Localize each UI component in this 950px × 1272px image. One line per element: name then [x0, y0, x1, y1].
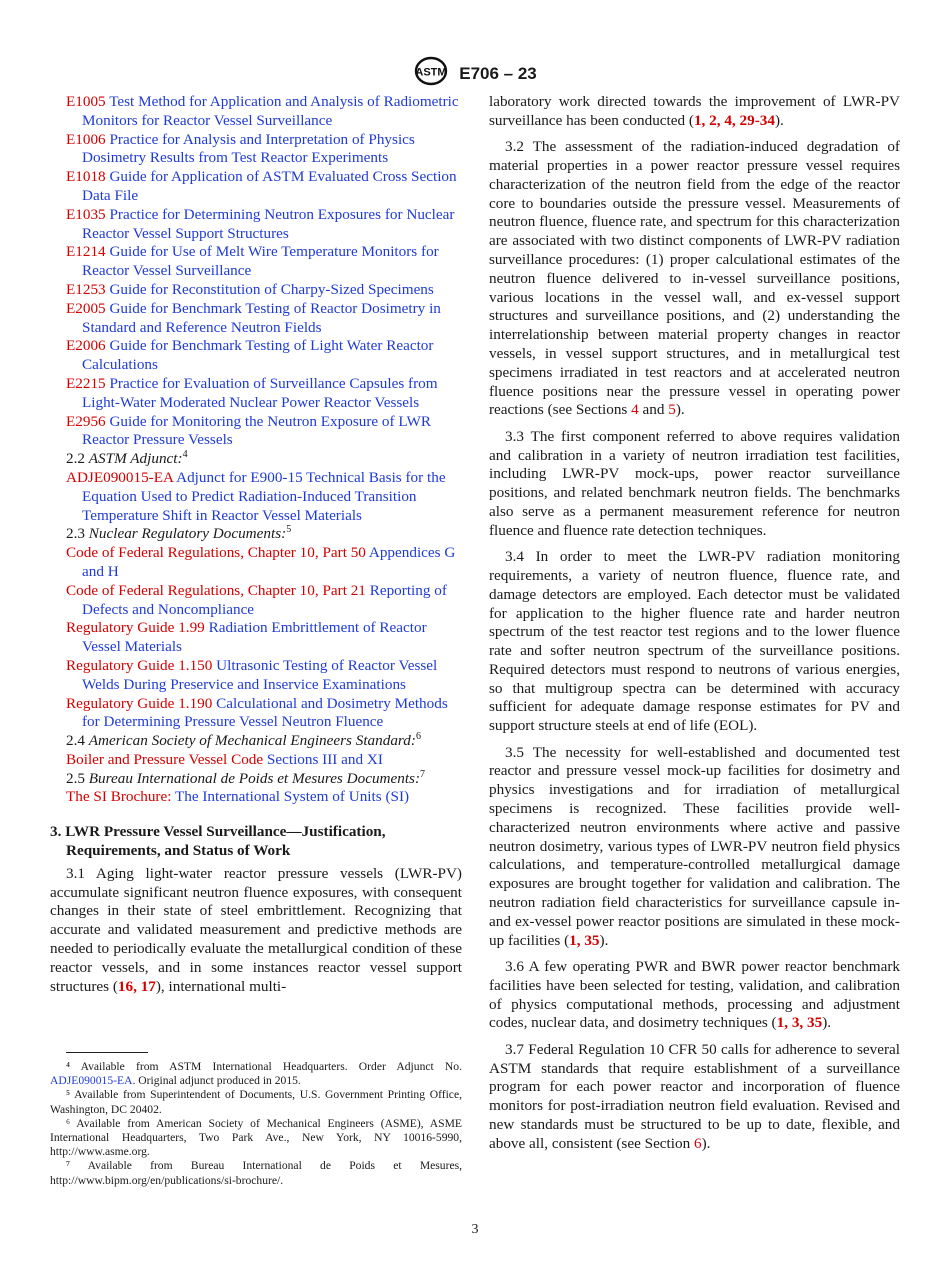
citation-link[interactable]: 1, 2, 4, 29-34 [693, 111, 775, 129]
paragraph-3-1-continued: laboratory work directed towards the improvement of LWR-PV surveillance has been conducted (1, 2, 4, 29-34). [489, 93, 900, 129]
reference-item[interactable] [66, 337, 462, 375]
reference-item[interactable] [66, 168, 462, 206]
paragraph-3-4: 3.4 In order to meet the LWR-PV radiation monitoring requirements, a variety of neutron fluence, fluence rate, and damage detectors are employed. Each detector must be validated for application to the higher fluence rate and harder neutron spectrum of the test reactor test regions and to the lower fluence rate and softer neutron spectrum of the surveillance positions. Required detectors must respond to neutrons of various energies, so that multigroup spectra can be determined with accuracy sufficient for adequate damage response estimates for PV and support structure steels at end of life (EOL). [489, 548, 900, 735]
reference-item[interactable] [66, 93, 462, 131]
reference-title[interactable]: Calculational and Dosimetry Methods for Determining Pressure Vessel Neutron Fluence [82, 694, 448, 731]
reference-code[interactable]: E2215 [66, 374, 106, 392]
right-column [489, 93, 900, 1161]
page-header [0, 56, 950, 91]
reference-code[interactable]: Code of Federal Regulations, Chapter 10, Part 50 [66, 544, 366, 562]
reference-item[interactable] [66, 413, 462, 451]
reference-title[interactable]: Reporting of Defects and Noncompliance [82, 581, 447, 618]
reference-item[interactable] [66, 544, 462, 582]
reference-item[interactable] [66, 281, 462, 300]
reference-title[interactable]: Guide for Benchmark Testing of Light Water Reactor Calculations [82, 337, 434, 374]
reference-title[interactable]: Ultrasonic Testing of Reactor Vessel Welds During Preservice and Inservice Examinations [82, 656, 438, 693]
reference-code[interactable]: E2956 [66, 412, 106, 430]
section-link[interactable]: 6 [693, 1134, 702, 1152]
subsection-2-3: 2.3 Nuclear Regulatory Documents:$^5$ [66, 524, 292, 543]
reference-title[interactable]: Guide for Reconstitution of Charpy-Sized Specimens [109, 280, 434, 298]
adjunct-link[interactable]: ADJE090015-EA [50, 1074, 133, 1088]
page-number: 3 [471, 1222, 479, 1237]
paragraph-3-1: 3.1 Aging light-water reactor pressure vessels (LWR-PV) accumulate significant neutron fluence exposures, with consequent changes in their state of steel embrittlement. Recognizing that accurate and validated measurement and predictive methods are needed to periodically evaluate the metallurgical condition of these reactor vessels, and in some instances reactor vessel support structures (16, 17), international multi- [50, 864, 462, 995]
reference-code[interactable]: E1253 [66, 280, 106, 298]
reference-item[interactable] [66, 619, 462, 657]
reference-title[interactable]: Radiation Embrittlement of Reactor Vessel Materials [82, 619, 427, 656]
reference-title[interactable]: Practice for Evaluation of Surveillance Capsules from Light-Water Moderated Nuclear Power Reactor Vessels [82, 374, 438, 411]
reference-item[interactable] [66, 243, 462, 281]
reference-item[interactable] [66, 657, 462, 695]
reference-item[interactable] [66, 131, 462, 169]
left-column [50, 93, 462, 996]
reference-item[interactable] [66, 582, 462, 620]
footnote-4: ⁴ Available from ASTM International Headquarters. Order Adjunct No. ADJE090015-EA. Original adjunct produced in 2015. [50, 1060, 462, 1088]
reference-title[interactable]: Guide for Application of ASTM Evaluated Cross Section Data File [82, 168, 457, 204]
footnotes [50, 1060, 462, 1188]
section-link[interactable]: 4 [631, 401, 639, 419]
astm-logo-icon [413, 56, 449, 91]
paragraph-3-5: 3.5 The necessity for well-established and documented test reactor and pressure vessel mock-up facilities for dosimetry and physics investigations and for irradiation of metallurgical specimens is recognized. These facilities provide well-characterized neutron environments where active and passive neutron dosimetry, various types of LWR-PV neutron field physics calculations, and temperature-controlled metallurgical damage exposures are brought together for validation and calibration. The neutron radiation field characteristics for surveillance capsule in- and ex-vessel power reactor positions are simulated in these mock-up facilities (1, 35). [489, 743, 900, 949]
reference-code[interactable]: Regulatory Guide 1.190 [66, 694, 213, 712]
reference-item[interactable]: ADJE090015-EA Adjunct for E900-15 Technical Basis for the Equation Used to Predict Radiation-Induced Transition Temperature Shift in Reactor Vessel Materials [66, 468, 446, 524]
footnote-rule [66, 1052, 148, 1053]
footnote-7: ⁷ Available from Bureau International de Poids et Mesures, http://www.bipm.org/en/publications/si-brochure/. [50, 1159, 462, 1187]
svg-text:ASTM: ASTM [415, 66, 447, 79]
reference-code[interactable]: E2006 [66, 337, 106, 355]
subsection-2-4: 2.4 American Society of Mechanical Engineers Standard:$^6$ [66, 731, 421, 750]
reference-code[interactable]: E1035 [66, 205, 106, 223]
citation-link[interactable]: 16, 17 [117, 977, 156, 995]
paragraph-3-3: 3.3 The first component referred to above requires validation and calibration in a variety of neutron irradiation test facilities, including LWR-PV mock-ups, power reactor surveillance positions, and related benchmark neutron fields. The benchmarks also serve as a permanent measurement reference for neutron fluence and fluence rate detection techniques. [489, 427, 900, 539]
reference-code[interactable]: E2005 [66, 299, 106, 317]
reference-title[interactable]: Appendices G and H [82, 544, 456, 580]
reference-item[interactable]: The SI Brochure: The International System of Units (SI) [66, 788, 410, 806]
section-link[interactable]: 5 [668, 401, 676, 419]
reference-item[interactable]: Boiler and Pressure Vessel Code Sections III and XI [66, 750, 383, 768]
section-3-title: 3. LWR Pressure Vessel Surveillance—Justification, Requirements, and Status of Work [50, 823, 386, 860]
paragraph-3-2: 3.2 The assessment of the radiation-induced degradation of material properties in a power reactor pressure vessel requires characterization of the neutron field from the edge of the reactor core to boundaries outside the pressure vessel. Measurements of neutron fluence, fluence rate, and spectrum for this characterization are associated with two distinct components of LWR-PV radiation surveillance procedures: (1) proper calculational estimates of the neutron fluence delivered to in-vessel surveillance positions, various locations in the vessel wall, and ex-vessel support structures and surveillance positions, and (2) understanding the interrelationship between material property changes in reactor vessels, in vessel support structures, and in metallurgical test specimens irradiated in test reactors and at accelerated neutron fluence positions near the pressure vessel in operating power reactions (see Sections 4 and 5). [489, 138, 900, 419]
citation-link[interactable]: 1, 35 [569, 931, 600, 949]
paragraph-3-7: 3.7 Federal Regulation 10 CFR 50 calls for adherence to several ASTM standards that require establishment of a surveillance program for each power reactor and incorporation of fluence monitors for post-irradiation neutron field evaluation. Revised and new standards must be structured to be up to date, flexible, and above all, consistent (see Section 6). [489, 1040, 900, 1152]
reference-code[interactable]: E1018 [66, 168, 106, 186]
reference-title[interactable]: Guide for Benchmark Testing of Reactor Dosimetry in Standard and Reference Neutron Fields [82, 299, 441, 336]
paragraph-3-6: 3.6 A few operating PWR and BWR power reactor benchmark facilities have been selected for testing, validation, and calibration of physics computational methods, processing and adjustment codes, nuclear data, and dosimetry techniques (1, 3, 35). [489, 958, 900, 1032]
subsection-2-5: 2.5 Bureau International de Poids et Mesures Documents:$^7$ [66, 768, 426, 787]
reference-item[interactable] [66, 375, 462, 413]
citation-link[interactable]: 1, 3, 35 [776, 1014, 823, 1032]
subsection-2-2: 2.2 ASTM Adjunct:$^4$ [66, 449, 188, 468]
footnote-5: ⁵ Available from Superintendent of Documents, U.S. Government Printing Office, Washington, DC 20402. [50, 1088, 462, 1116]
reference-title[interactable]: Guide for Monitoring the Neutron Exposure of LWR Reactor Pressure Vessels [82, 412, 431, 449]
reference-code[interactable]: Regulatory Guide 1.99 [66, 619, 205, 637]
reference-code[interactable]: E1006 [66, 130, 106, 148]
reference-code[interactable]: E1005 [66, 93, 106, 110]
nuclear-reference-list [66, 544, 462, 732]
reference-code[interactable]: Code of Federal Regulations, Chapter 10, Part 21 [66, 581, 366, 599]
reference-title[interactable]: Practice for Analysis and Interpretation of Physics Dosimetry Results from Test Reactor Experiments [82, 130, 415, 167]
reference-title[interactable]: Test Method for Application and Analysis of Radiometric Monitors for Reactor Vessel Surveillance [82, 93, 459, 129]
reference-title[interactable]: Guide for Use of Melt Wire Temperature Monitors for Reactor Vessel Surveillance [82, 243, 439, 280]
reference-code[interactable]: Regulatory Guide 1.150 [66, 656, 213, 674]
designation: E706 – 23 [459, 63, 537, 83]
reference-list [66, 93, 462, 450]
reference-item[interactable] [66, 695, 462, 733]
reference-item[interactable] [66, 206, 462, 244]
reference-title[interactable]: Practice for Determining Neutron Exposures for Nuclear Reactor Vessel Support Structures [82, 205, 455, 242]
reference-code[interactable]: E1214 [66, 243, 106, 261]
reference-item[interactable] [66, 300, 462, 338]
footnote-6: ⁶ Available from American Society of Mechanical Engineers (ASME), ASME International Headquarters, Two Park Ave., New York, NY 10016-5990, http://www.asme.org. [50, 1116, 462, 1159]
